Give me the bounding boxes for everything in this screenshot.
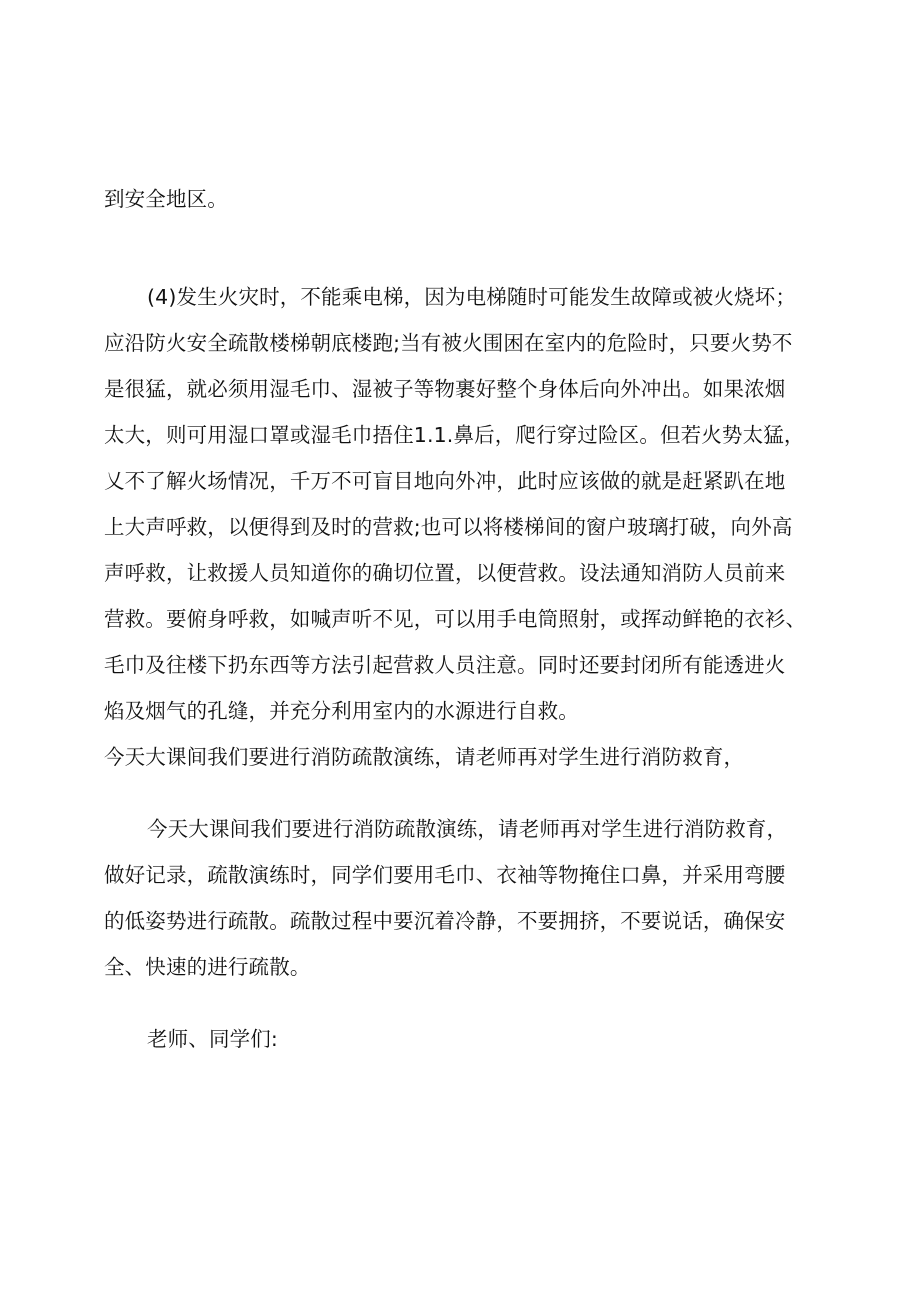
- text-line: 做好记录，疏散演练时，同学们要用毛巾、衣袖等物掩住口鼻，并采用弯腰: [104, 863, 786, 887]
- text-line: 声呼救，让救援人员知道你的确切位置，以便营救。设法通知消防人员前来: [104, 561, 786, 585]
- text-line: 今天大课间我们要进行消防疏散演练，请老师再对学生进行消防救育，: [147, 817, 788, 841]
- text-line: (4)发生火灾时，不能乘电梯，因为电梯随时可能发生故障或被火烧坏；: [147, 285, 796, 309]
- text-line: 毛巾及往楼下扔东西等方法引起营救人员注意。同时还要封闭所有能透进火: [104, 653, 786, 677]
- text-line: 乂不了解火场情况，千万不可盲目地向外冲，此时应该做的就是赶紧趴在地: [104, 469, 786, 493]
- text-line: 是很猛，就必须用湿毛巾、湿被子等物裹好整个身体后向外冲出。如果浓烟: [104, 377, 786, 401]
- text-line: 全、快速的进行疏散。: [104, 955, 311, 979]
- text-line: 上大声呼救，以便得到及时的营救;也可以将楼梯间的窗户玻璃打破，向外高: [104, 515, 793, 539]
- text-line: 应沿防火安全疏散楼梯朝底楼跑;当有被火围困在室内的危险时，只要火势不: [104, 331, 793, 355]
- text-line: 老师、同学们:: [147, 1027, 278, 1051]
- text-line: 营救。要俯身呼救，如喊声听不见，可以用手电筒照射，或挥动鲜艳的衣衫、: [104, 607, 807, 631]
- text-line: 焰及烟气的孔缝，并充分利用室内的水源进行自救。: [104, 699, 579, 723]
- text-line: 的低姿势进行疏散。疏散过程中要沉着冷静，不要拥挤，不要说话，确保安: [104, 909, 786, 933]
- text-line: 到安全地区。: [104, 187, 228, 211]
- text-line: 今天大课间我们要进行消防疏散演练，请老师再对学生进行消防救育，: [104, 745, 745, 769]
- text-line: 太大，则可用湿口罩或湿毛巾捂住1.1.鼻后，爬行穿过险区。但若火势太猛，: [104, 423, 805, 447]
